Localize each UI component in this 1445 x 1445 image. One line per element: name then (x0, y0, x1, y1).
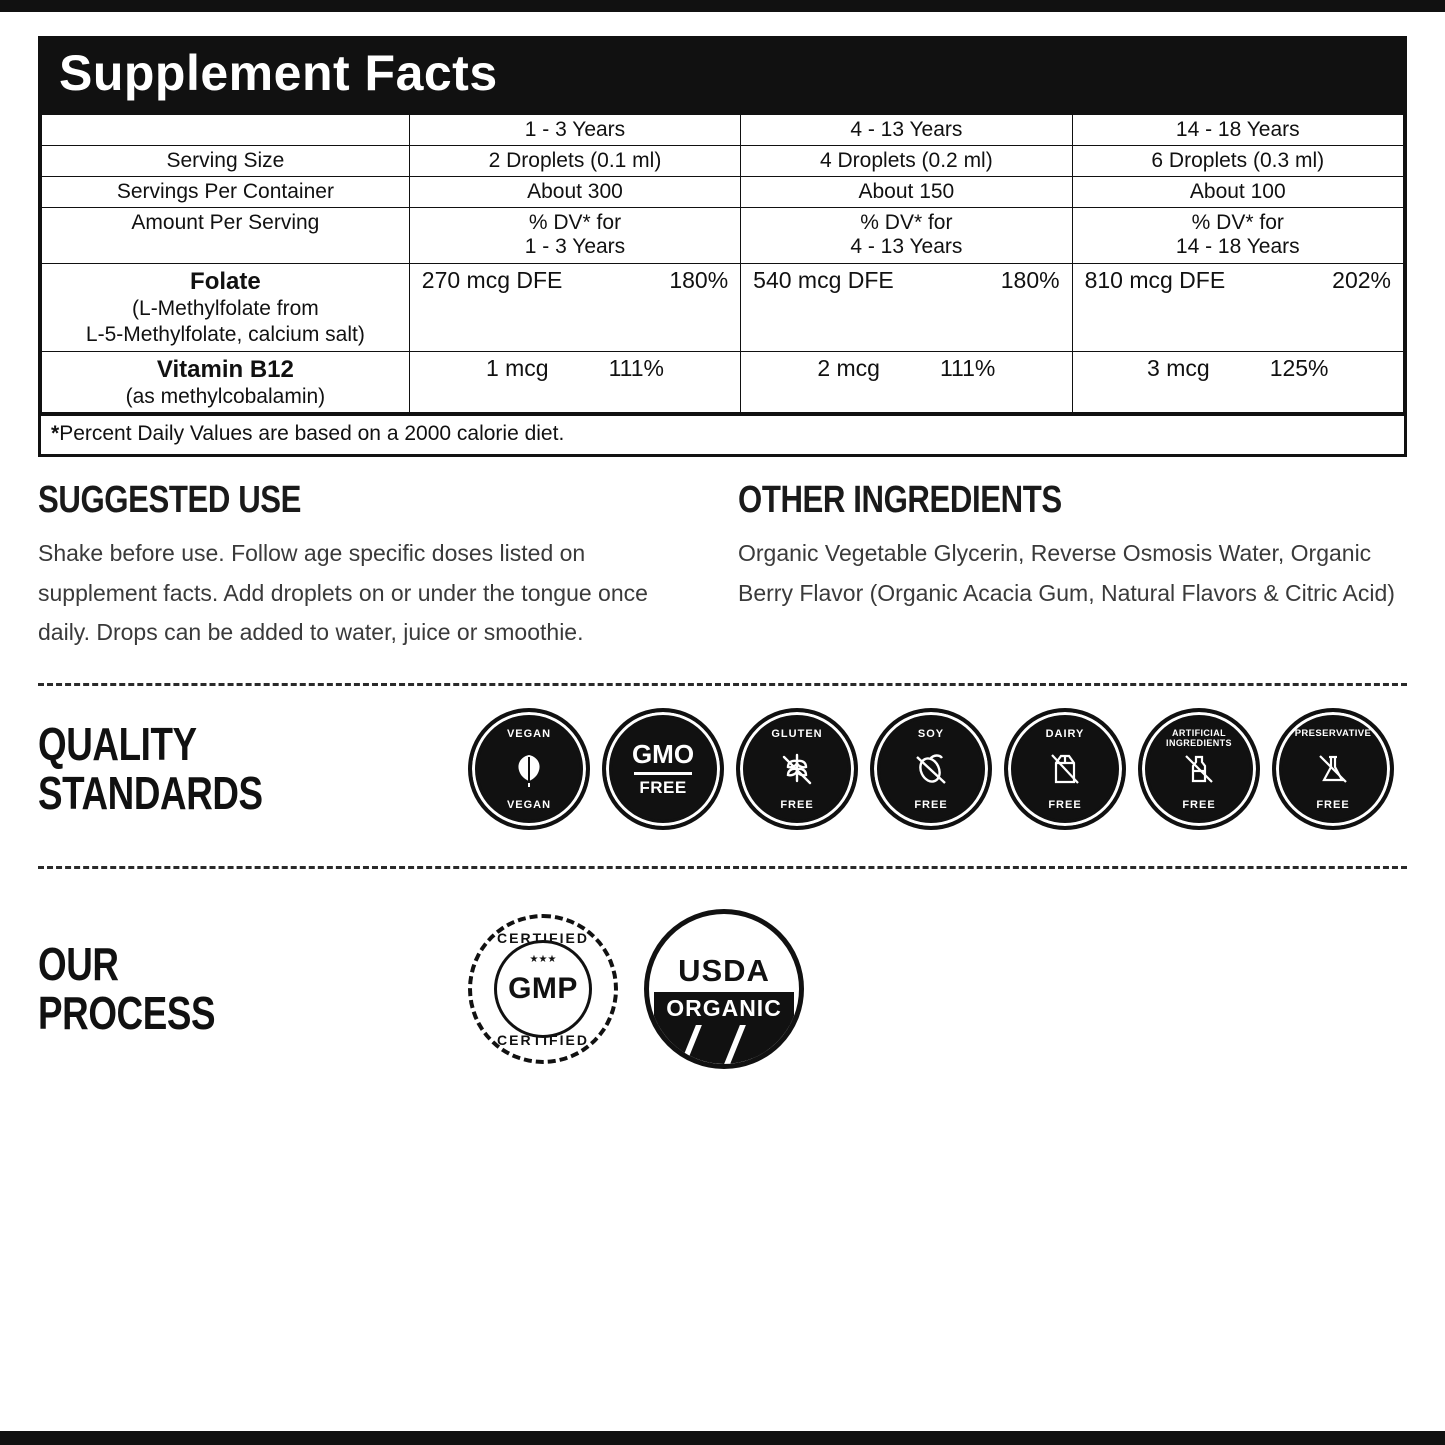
badge-vegan-top-text: VEGAN (506, 728, 552, 741)
other-ingredients-body: Organic Vegetable Glycerin, Reverse Osmosis Water, Organic Berry Flavor (Organic Acacia Gum, Natural Flavors & Citric Acid) (738, 540, 1395, 606)
bottom-divider-bar (0, 1431, 1445, 1445)
badge-gmo-bottom-text: FREE (639, 777, 687, 797)
folate-amount-3: 810 mcg DFE (1084, 267, 1226, 294)
supplement-facts-title: Supplement Facts (41, 39, 1404, 114)
empty-corner-cell (42, 114, 410, 145)
usda-bottom-text: ORGANIC (654, 992, 794, 1025)
badge-soy-bottom-text: FREE (914, 799, 948, 812)
suggested-use-section (38, 479, 738, 653)
folate-dv-2: 180% (1000, 267, 1060, 294)
milk-carton-icon (1045, 749, 1085, 789)
folate-detail-line2: L-5-Methylfolate, calcium salt) (85, 322, 365, 346)
usda-field-graphic (644, 1024, 804, 1069)
badge-gluten-bottom-text: FREE (780, 799, 814, 812)
age-header-2: 4 - 13 Years (741, 114, 1072, 145)
our-process-heading (38, 940, 382, 1038)
servings-per-container-value-2: About 150 (741, 176, 1072, 207)
folate-cell-2 (741, 264, 1072, 351)
other-ingredients-heading: OTHER INGREDIENTS (738, 479, 1062, 522)
quality-standards-heading-line2: STANDARDS (38, 767, 263, 820)
divider-dashed-1 (38, 683, 1407, 686)
usda-top-text: USDA (678, 953, 770, 989)
gmp-center-text: GMP (494, 940, 592, 1038)
b12-amount-3: 3 mcg (1147, 354, 1210, 381)
badge-preservative-free (1272, 708, 1394, 830)
footnote-marker: * (51, 422, 60, 446)
folate-amount-2: 540 mcg DFE (753, 267, 894, 294)
folate-name: Folate (190, 268, 261, 296)
our-process-heading-line2: PROCESS (38, 987, 216, 1040)
top-divider-bar (0, 0, 1445, 12)
b12-name: Vitamin B12 (156, 355, 294, 383)
servings-per-container-label: Servings Per Container (42, 176, 410, 207)
wheat-icon (776, 749, 818, 789)
info-sections (38, 479, 1407, 653)
supplement-facts-table (41, 114, 1404, 417)
b12-detail-line1: (as methylcobalamin) (125, 384, 326, 408)
b12-amount-2: 2 mcg (817, 354, 880, 381)
amount-per-serving-label: Amount Per Serving (42, 207, 410, 264)
badge-dairy-top-text: DAIRY (1045, 728, 1085, 741)
table-row-vitamin-b12 (42, 351, 1404, 414)
dv-header-1-line1: % DV* for (528, 210, 622, 234)
folate-detail-line1: (L-Methylfolate from (132, 297, 319, 321)
supplement-facts-panel (38, 36, 1407, 457)
b12-cell-1 (409, 351, 740, 414)
b12-amount-1: 1 mcg (485, 354, 549, 381)
age-header-1: 1 - 3 Years (409, 114, 740, 145)
our-process-section (38, 909, 1407, 1069)
gmp-stars: ★★★ (529, 954, 557, 966)
badge-dairy-free (1004, 708, 1126, 830)
b12-dv-3: 125% (1269, 354, 1329, 381)
serving-size-value-3: 6 Droplets (0.3 ml) (1072, 145, 1403, 176)
quality-standards-heading (38, 720, 382, 818)
folate-name-cell (42, 264, 410, 351)
badge-dairy-bottom-text: FREE (1048, 799, 1082, 812)
badge-gmo-separator (634, 772, 692, 775)
badge-gluten-free (736, 708, 858, 830)
b12-cell-2 (741, 351, 1072, 414)
dv-header-2-line2: 4 - 13 Years (850, 235, 963, 259)
divider-dashed-2 (38, 866, 1407, 869)
badge-preservative-top-text: PRESERVATIVE (1294, 728, 1372, 740)
suggested-use-heading: SUGGESTED USE (38, 479, 302, 522)
table-row-serving-size (42, 145, 1404, 176)
dv-header-3 (1072, 207, 1403, 264)
our-process-heading-line1: OUR (38, 938, 119, 991)
gmp-bottom-text: CERTIFIED (497, 1032, 589, 1049)
table-row-amount-per-serving (42, 207, 1404, 264)
daily-value-footnote (41, 416, 1404, 454)
flask-icon (1313, 749, 1353, 789)
quality-badges (468, 708, 1407, 830)
b12-dv-2: 111% (939, 354, 996, 381)
dv-header-3-line1: % DV* for (1191, 210, 1284, 234)
soy-icon (910, 750, 952, 788)
folate-cell-3 (1072, 264, 1403, 351)
badge-soy-top-text: SOY (917, 728, 945, 741)
servings-per-container-value-1: About 300 (409, 176, 740, 207)
dv-header-1 (409, 207, 740, 264)
badge-gmo-free (602, 708, 724, 830)
table-row-servings-per-container (42, 176, 1404, 207)
b12-name-cell (42, 351, 410, 414)
b12-dv-1: 111% (608, 354, 664, 381)
dv-header-2 (741, 207, 1072, 264)
servings-per-container-value-3: About 100 (1072, 176, 1403, 207)
badge-vegan (468, 708, 590, 830)
gmp-seal-icon (468, 914, 618, 1064)
quality-standards-heading-line1: QUALITY (38, 718, 197, 771)
folate-dv-1: 180% (669, 267, 729, 294)
dv-header-2-line1: % DV* for (860, 210, 953, 234)
footnote-text: Percent Daily Values are based on a 2000 calorie diet. (59, 422, 565, 446)
b12-cell-3 (1072, 351, 1403, 414)
dropper-icon (1179, 749, 1219, 789)
usda-organic-icon (644, 909, 804, 1069)
suggested-use-body: Shake before use. Follow age specific doses listed on supplement facts. Add droplets on or under the tongue once daily. Drops can be added to water, juice or smoothie. (38, 540, 648, 646)
badge-gluten-top-text: GLUTEN (771, 728, 823, 741)
badge-soy-free (870, 708, 992, 830)
badge-vegan-bottom-text: VEGAN (506, 799, 552, 812)
serving-size-label: Serving Size (42, 145, 410, 176)
badge-preservative-bottom-text: FREE (1316, 799, 1350, 812)
badge-artificial-top-text: ARTIFICIAL INGREDIENTS (1166, 728, 1232, 749)
age-header-3: 14 - 18 Years (1072, 114, 1403, 145)
serving-size-value-2: 4 Droplets (0.2 ml) (741, 145, 1072, 176)
other-ingredients-section (738, 479, 1407, 653)
folate-dv-3: 202% (1332, 267, 1391, 294)
dv-header-3-line2: 14 - 18 Years (1175, 235, 1300, 259)
dv-header-1-line2: 1 - 3 Years (524, 235, 626, 259)
quality-standards-section (38, 708, 1407, 830)
folate-cell-1 (409, 264, 740, 351)
badge-gmo-main-text: GMO (631, 739, 695, 770)
process-badges (468, 909, 804, 1069)
badge-artificial-ingredients-free (1138, 708, 1260, 830)
serving-size-value-1: 2 Droplets (0.1 ml) (409, 145, 740, 176)
leaf-icon (506, 749, 552, 789)
folate-amount-1: 270 mcg DFE (421, 267, 563, 294)
badge-artificial-bottom-text: FREE (1182, 799, 1216, 812)
table-row-age-headers (42, 114, 1404, 145)
gmp-top-text: CERTIFIED (497, 930, 589, 947)
label-content (38, 36, 1407, 1069)
table-row-folate (42, 264, 1404, 351)
